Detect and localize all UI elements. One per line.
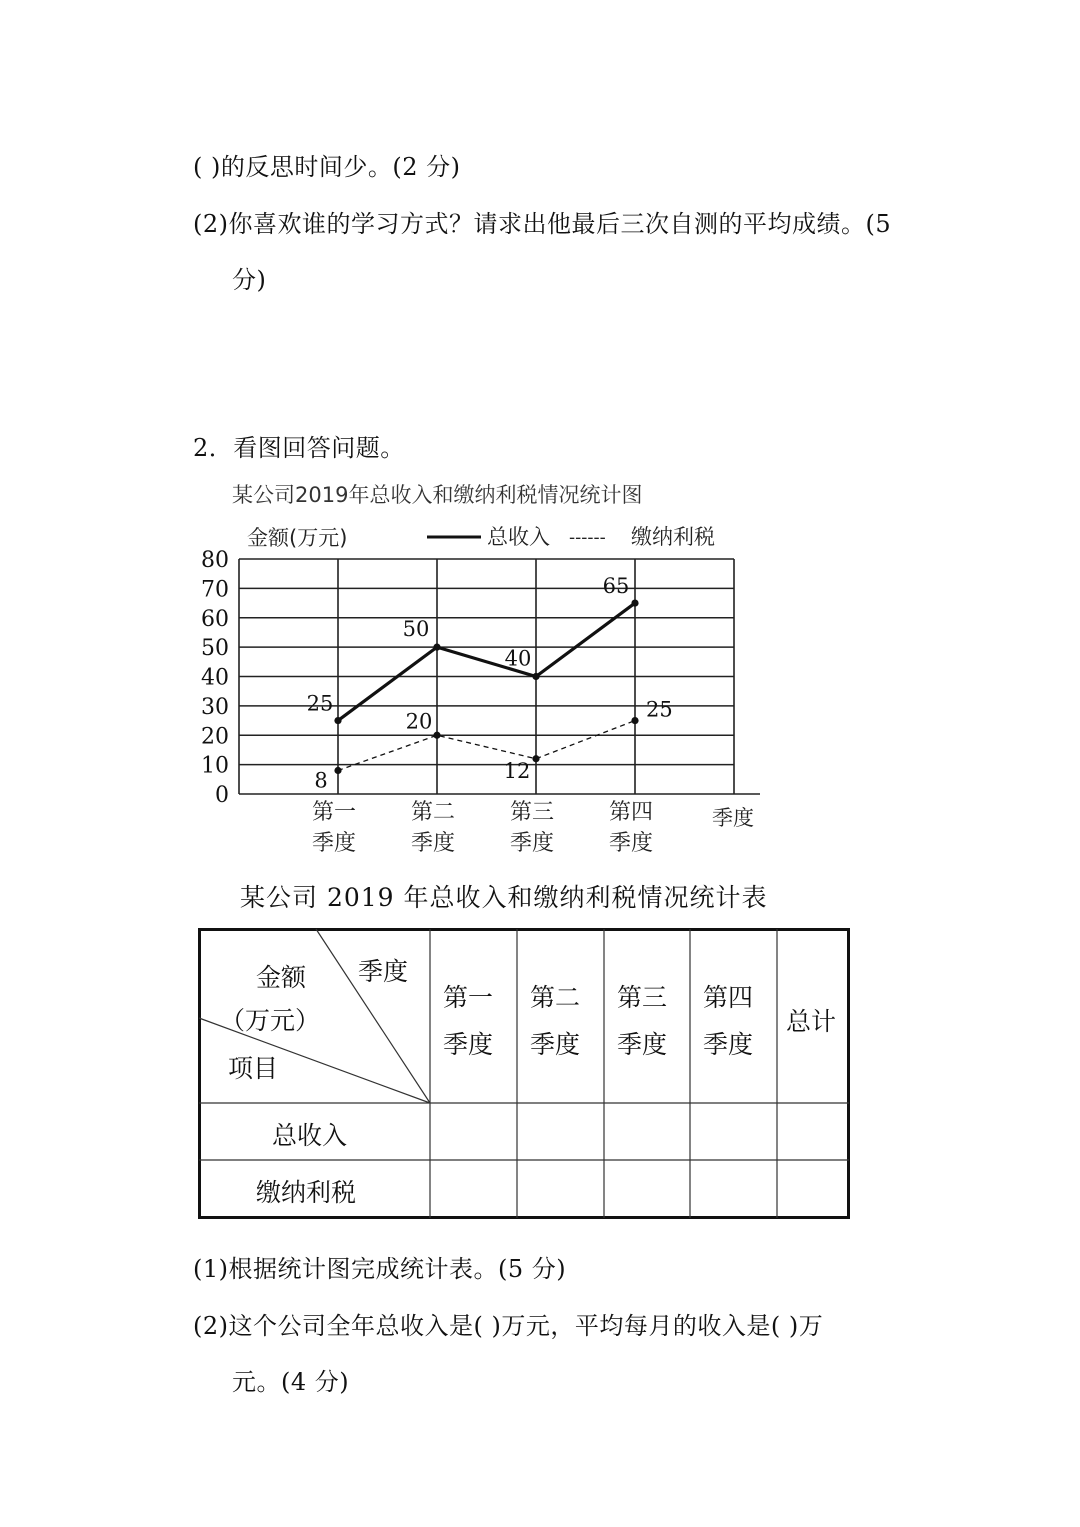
col-header-q4: 第四 [703, 983, 754, 1012]
corner-unit-label: （万元） [220, 1006, 321, 1035]
data-label: 40 [504, 646, 532, 671]
data-point [631, 599, 638, 606]
col-header-total: 总计 [786, 1007, 837, 1036]
col-header-q3-sub: 季度 [617, 1030, 668, 1059]
cell-income-q3[interactable] [606, 1105, 689, 1159]
y-tick-label: 70 [201, 577, 229, 603]
col-header-q1-sub: 季度 [443, 1030, 494, 1059]
x-tick-label-sub: 季度 [509, 831, 555, 856]
x-tick-label: 第二 [410, 800, 456, 825]
legend-income-label: 总收入 [487, 525, 550, 549]
legend-dash-glyph: ------ [569, 528, 606, 548]
corner-amount-label: 金额 [256, 963, 307, 992]
q2-part2: (2)这个公司全年总收入是( )万元，平均每月的收入是( )万 [193, 1312, 824, 1340]
line-chart [195, 475, 795, 865]
data-label: 65 [602, 574, 630, 599]
data-label: 12 [503, 758, 531, 783]
data-label: 8 [314, 768, 328, 793]
y-tick-label: 30 [201, 694, 229, 720]
cell-income-q4[interactable] [692, 1105, 776, 1159]
data-point [532, 673, 539, 680]
chart-series [307, 574, 673, 792]
row-label-income: 总收入 [272, 1121, 348, 1150]
text-q1-reflection: ( )的反思时间少。(2 分) [193, 153, 461, 181]
data-point [433, 644, 440, 651]
data-point [433, 732, 440, 739]
data-label: 25 [646, 697, 673, 722]
q2-part1: (1)根据统计图完成统计表。(5 分) [193, 1255, 567, 1283]
question-2-heading: 2．看图回答问题。 [193, 434, 405, 462]
cell-tax-q2[interactable] [519, 1162, 603, 1216]
y-tick-label: 0 [215, 783, 229, 808]
x-tick-label: 第四 [608, 800, 654, 825]
legend-tax-label: 缴纳利税 [631, 525, 715, 549]
statistics-table [198, 928, 850, 1219]
x-tick-label-sub: 季度 [410, 831, 456, 856]
cell-tax-q4[interactable] [692, 1162, 776, 1216]
cell-income-q1[interactable] [432, 1105, 516, 1159]
x-tick-label-sub: 季度 [311, 831, 357, 856]
x-tick-label: 第一 [311, 800, 357, 825]
corner-item-label: 项目 [228, 1054, 279, 1083]
y-axis-ticks [201, 548, 229, 808]
y-axis-label: 金额(万元) [247, 526, 348, 550]
cell-income-q2[interactable] [519, 1105, 603, 1159]
x-axis-ticks [312, 800, 653, 856]
col-header-q2-sub: 季度 [530, 1030, 581, 1059]
col-header-q4-sub: 季度 [703, 1030, 754, 1059]
corner-season-label: 季度 [358, 957, 409, 986]
data-point [532, 755, 539, 762]
x-tick-label: 第三 [509, 800, 555, 825]
y-tick-label: 10 [201, 753, 229, 779]
q2-part2-cont: 元。(4 分) [232, 1368, 350, 1396]
data-label: 50 [402, 617, 430, 642]
x-axis-label: 季度 [712, 806, 754, 830]
table-title: 某公司 2019 年总收入和缴纳利税情况统计表 [240, 883, 768, 912]
series-line-tax [338, 721, 635, 771]
col-header-q1: 第一 [443, 983, 494, 1012]
x-tick-label-sub: 季度 [608, 831, 654, 856]
y-tick-label: 40 [201, 665, 229, 691]
chart-grid [239, 559, 760, 794]
col-header-q3: 第三 [617, 983, 668, 1012]
data-label: 25 [306, 691, 334, 716]
cell-income-total[interactable] [779, 1105, 847, 1159]
y-tick-label: 60 [201, 606, 229, 632]
y-tick-label: 80 [201, 548, 229, 573]
text-q1-part2-cont: 分) [232, 266, 267, 294]
cell-tax-q1[interactable] [432, 1162, 516, 1216]
col-header-q2: 第二 [530, 983, 581, 1012]
y-tick-label: 50 [201, 636, 229, 662]
data-point [631, 717, 638, 724]
row-label-tax: 缴纳利税 [256, 1178, 357, 1207]
data-point [334, 717, 341, 724]
series-line-income [338, 603, 635, 721]
data-point [334, 767, 341, 774]
chart-title: 某公司2019年总收入和缴纳利税情况统计图 [232, 483, 643, 507]
cell-tax-q3[interactable] [606, 1162, 689, 1216]
cell-tax-total[interactable] [779, 1162, 847, 1216]
text-q1-part2: (2)你喜欢谁的学习方式？请求出他最后三次自测的平均成绩。(5 [193, 210, 892, 238]
data-label: 20 [405, 709, 433, 734]
y-tick-label: 20 [201, 724, 229, 750]
